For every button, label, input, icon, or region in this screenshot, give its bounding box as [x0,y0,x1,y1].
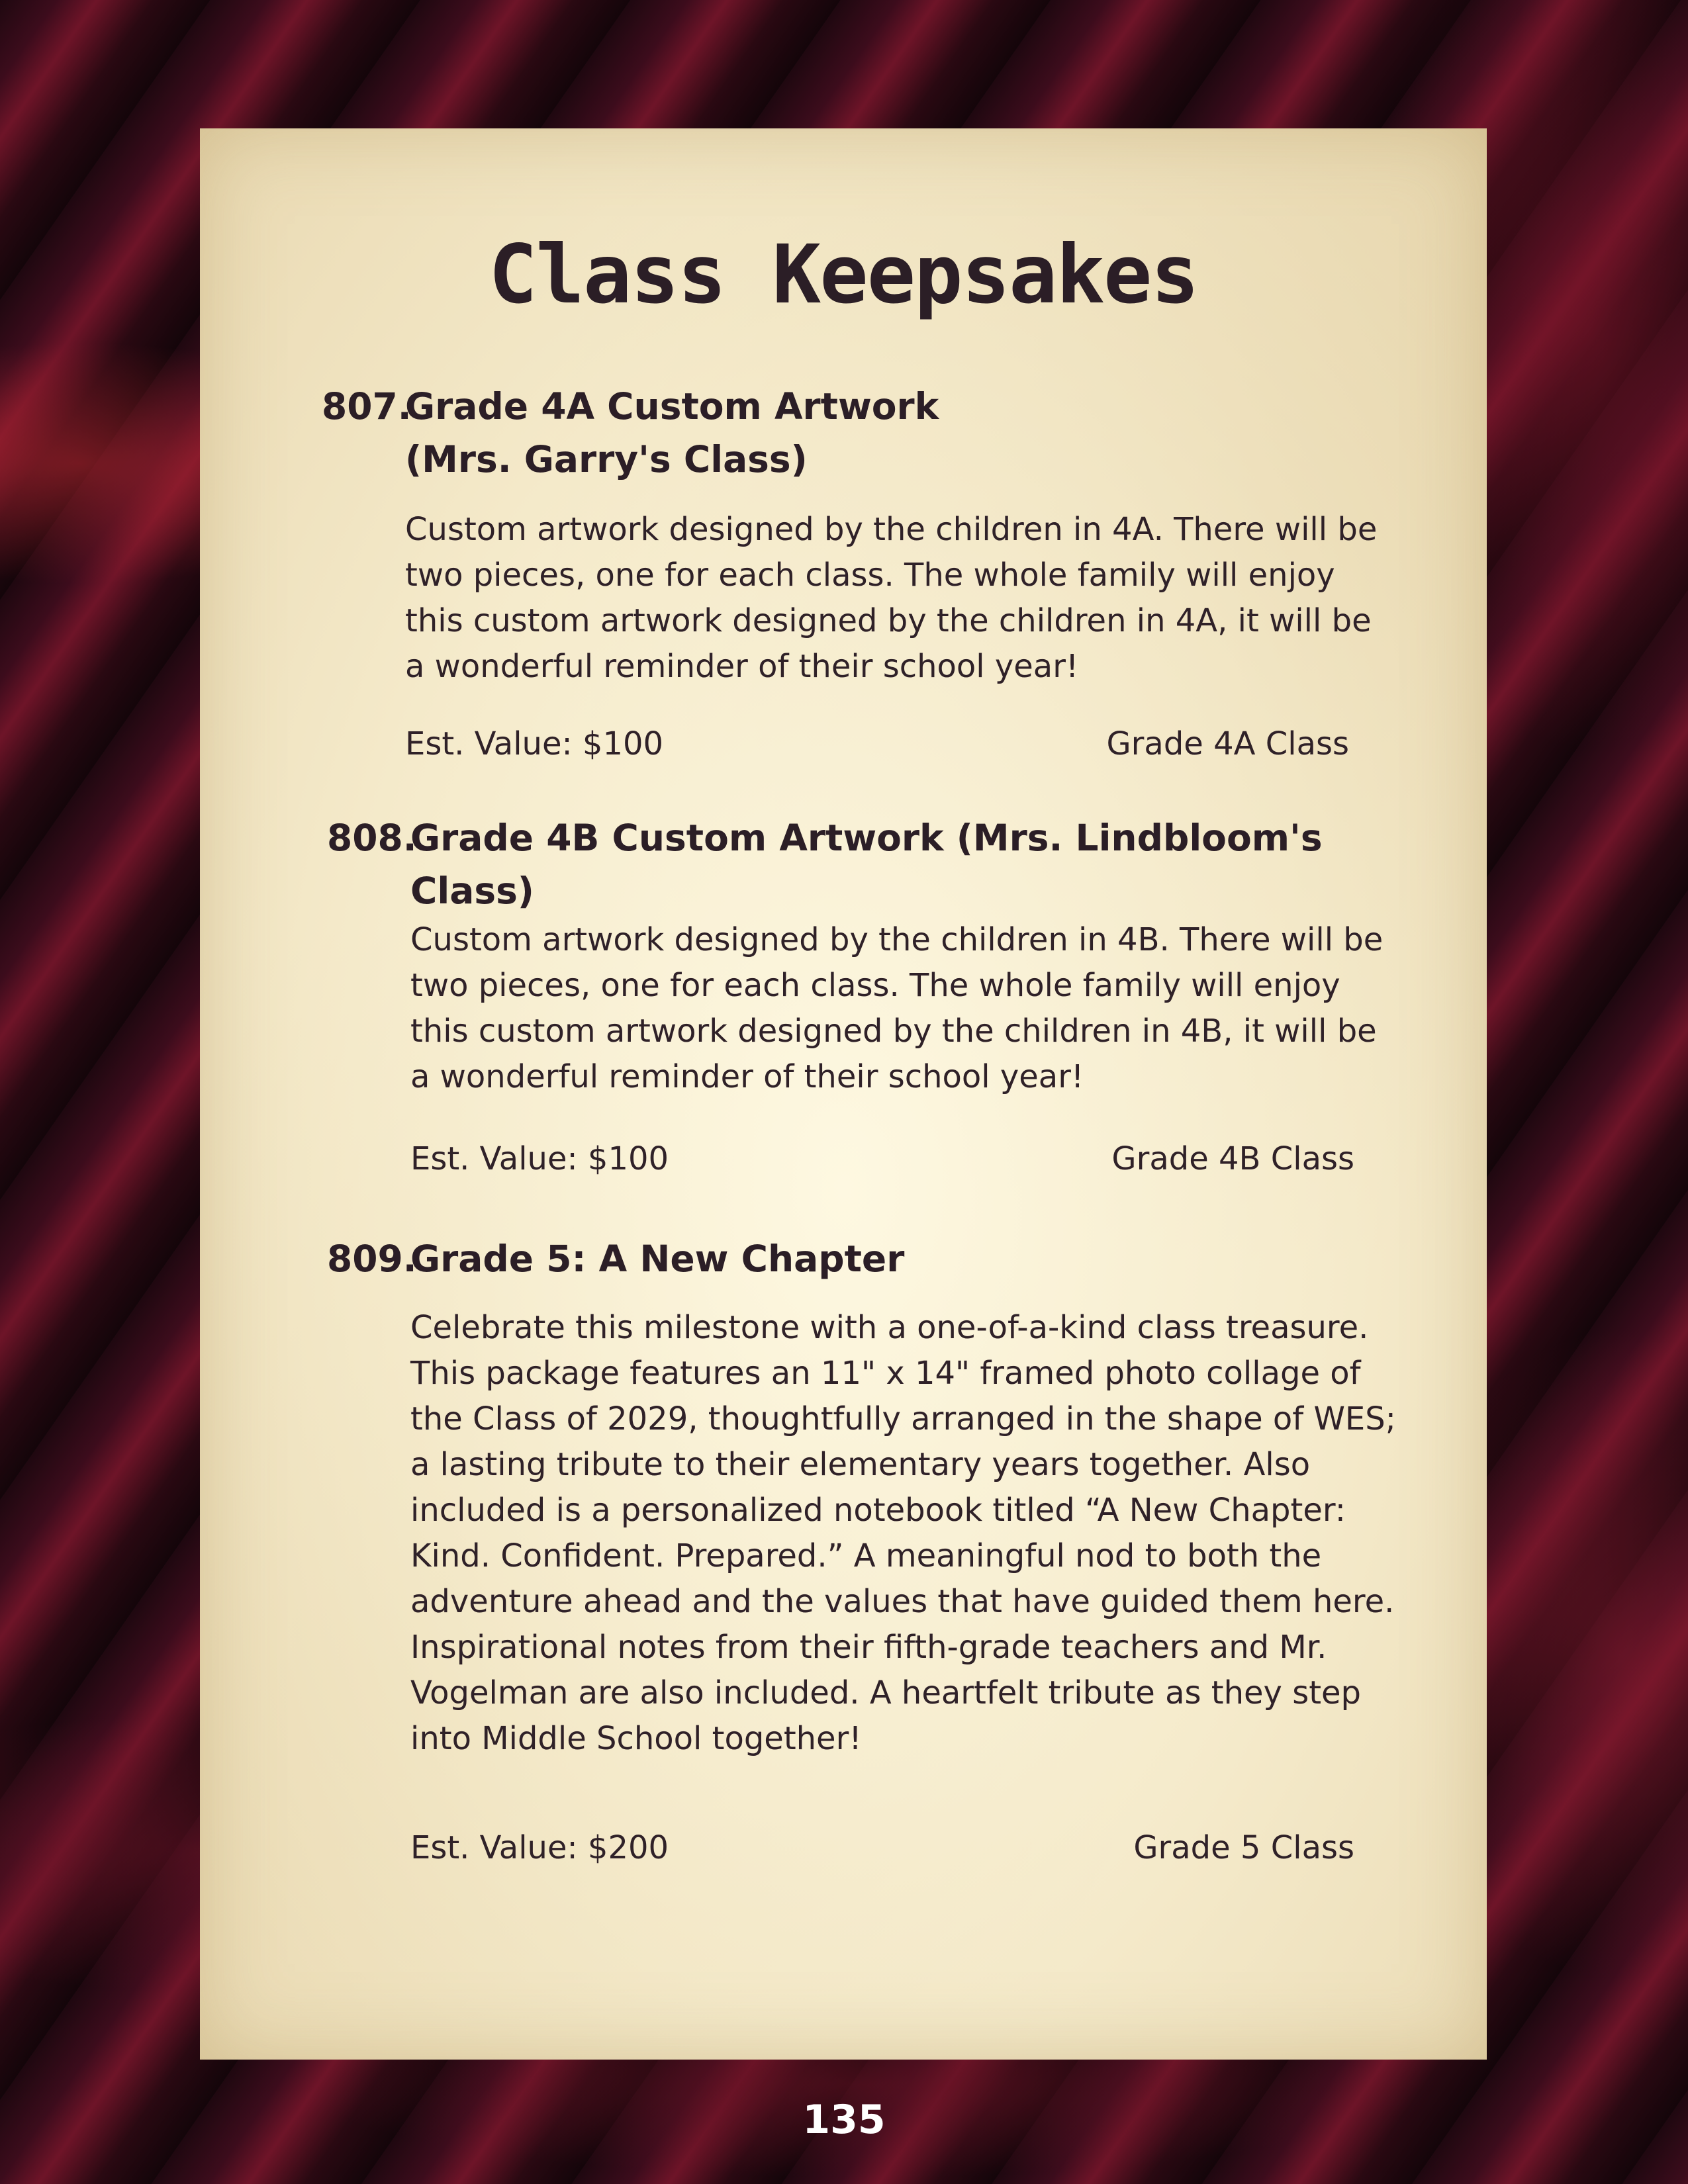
description-line: the Class of 2029, thoughtfully arranged in the shape of WES; [410,1400,1396,1437]
item-title-line: Grade 4B Custom Artwork (Mrs. Lindbloom's [410,817,1323,859]
item-title-line: Grade 5: A New Chapter [410,1238,905,1280]
auction-item-809 [327,1232,1396,1993]
estimated-value: Est. Value: $100 [405,725,664,762]
item-number: 808. [327,817,417,859]
description-line: adventure ahead and the values that have guided them here. [410,1583,1395,1620]
page-title: Class Keepsakes [489,228,1198,322]
description-line: Vogelman are also included. A heartfelt tribute as they step [410,1674,1362,1711]
description-line: a lasting tribute to their elementary years together. Also [410,1446,1311,1483]
description-line: into Middle School together! [410,1720,862,1757]
description-line: Custom artwork designed by the children in 4A. There will be [405,511,1378,548]
item-title-line: Grade 4A Custom Artwork [405,385,939,428]
item-number: 809. [327,1238,417,1280]
description-line: Kind. Confident. Prepared.” A meaningful nod to both the [410,1537,1322,1574]
estimated-value: Est. Value: $100 [410,1140,669,1177]
item-description [410,917,1383,1100]
description-line: a wonderful reminder of their school year! [405,648,1079,685]
description-line: included is a personalized notebook titled “A New Chapter: [410,1492,1346,1529]
estimated-value: Est. Value: $200 [410,1829,669,1866]
item-title-line: (Mrs. Garry's Class) [405,438,808,480]
description-line: two pieces, one for each class. The whole family will enjoy [405,557,1335,594]
description-line: a wonderful reminder of their school year! [410,1058,1084,1095]
description-line: Celebrate this milestone with a one-of-a-kind class treasure. [410,1309,1369,1346]
item-title [405,380,1385,486]
paper-page [200,128,1487,2060]
item-title [410,1232,1390,1285]
item-description [410,1305,1396,1762]
item-description [405,507,1378,690]
description-line: Inspirational notes from their fifth-grade teachers and Mr. [410,1629,1327,1666]
description-line: two pieces, one for each class. The whole family will enjoy [410,967,1340,1004]
description-line: Custom artwork designed by the children in 4B. There will be [410,921,1383,958]
donor-name: Grade 5 Class [1133,1829,1354,1866]
donor-name: Grade 4A Class [1106,725,1349,762]
item-title [410,811,1390,917]
item-title-line: Class) [410,870,534,912]
description-line: This package features an 11" x 14" framed photo collage of [410,1355,1361,1392]
item-number: 807. [322,385,412,428]
description-line: this custom artwork designed by the children in 4B, it will be [410,1013,1377,1050]
description-line: this custom artwork designed by the children in 4A, it will be [405,602,1372,639]
donor-name: Grade 4B Class [1111,1140,1354,1177]
page-number: 135 [802,2097,886,2143]
